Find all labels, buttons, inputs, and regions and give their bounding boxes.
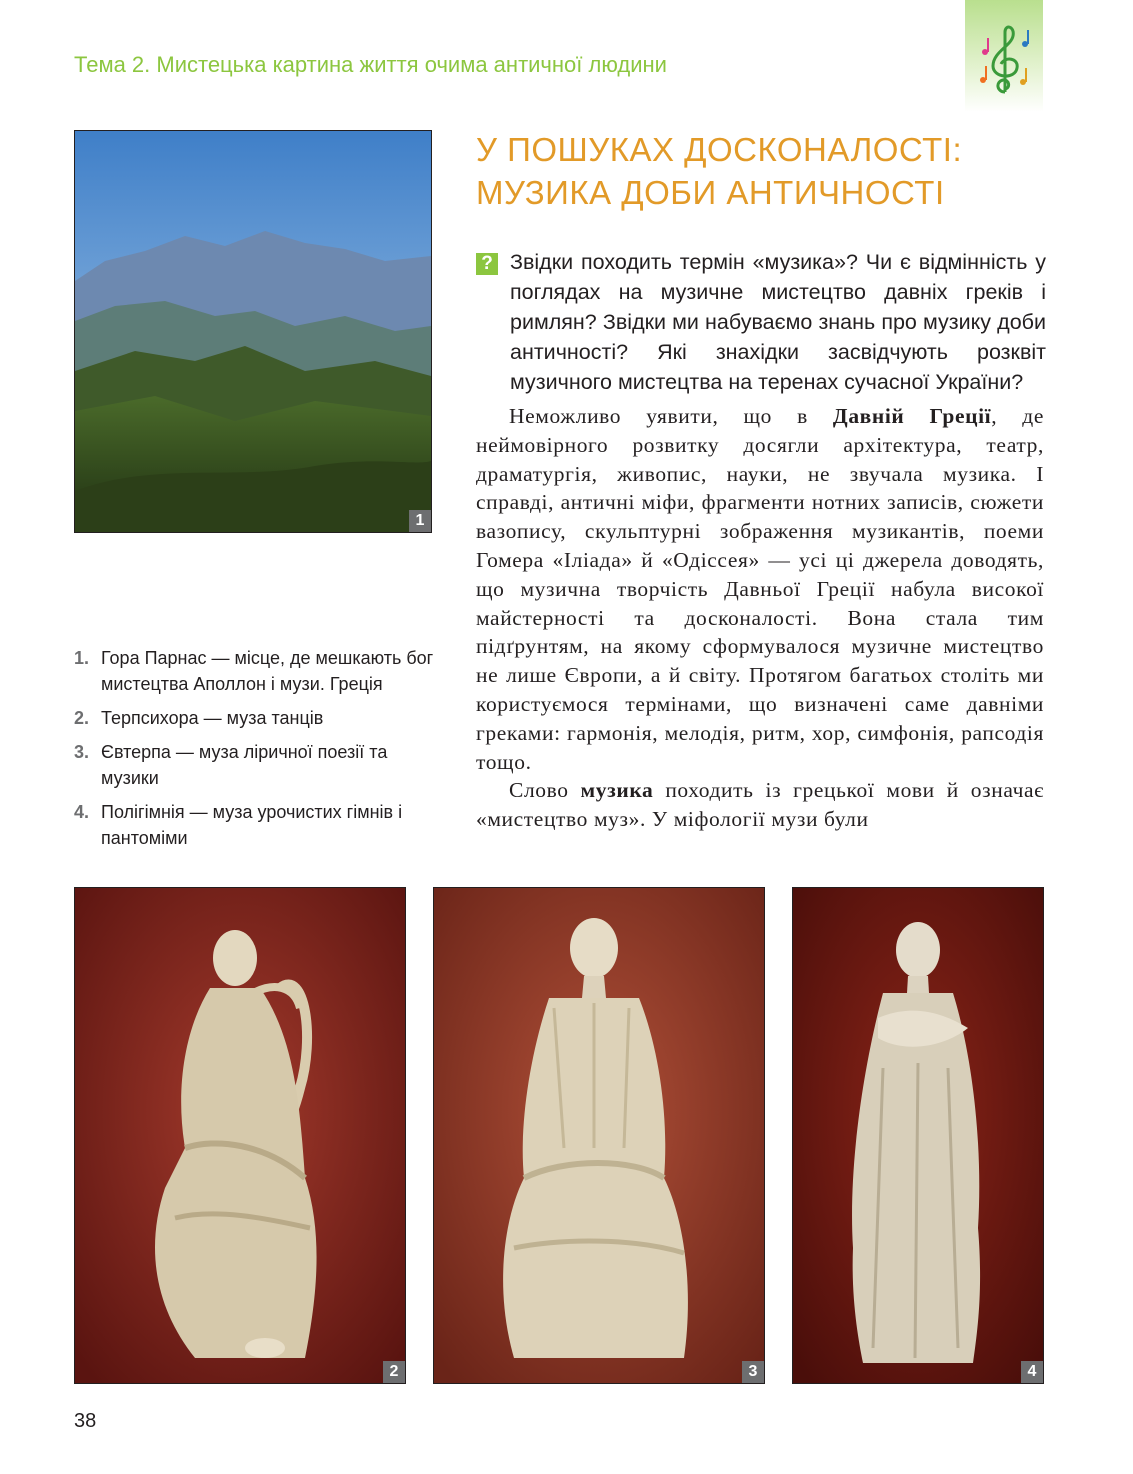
statue-seated-muse-photo	[434, 888, 764, 1383]
page-number: 38	[74, 1410, 97, 1432]
heading-line-2: МУЗИКА ДОБИ АНТИЧНОСТІ	[476, 174, 945, 211]
statue-standing-muse-photo	[793, 888, 1043, 1383]
body-text	[476, 402, 1044, 834]
figure-number-badge: 3	[742, 1361, 764, 1383]
caption-item	[74, 645, 444, 697]
text-span: Слово	[509, 778, 581, 803]
caption-text: Полігімнія — муза урочистих гімнів і пантоміми	[101, 802, 403, 848]
statue-muse-with-lyre-photo	[75, 888, 405, 1383]
photo-mount-parnassus	[74, 130, 432, 533]
music-logo	[965, 0, 1043, 112]
mountain-landscape-photo	[75, 131, 431, 532]
text-span: походить із грецької мови й означає «мистецтво муз». У міфології музи були	[476, 778, 1044, 832]
question-text: Звідки походить термін «музика»? Чи є відмінність у поглядах на музичне мистецтво давніх греків і римлян? Звідки ми набуваємо знань про музику доби античності? Які знахідки засвідчують розквіт музичного мистецтва на теренах сучасної України?	[510, 250, 1046, 394]
paragraph-2	[476, 776, 1044, 834]
question-icon: ?	[476, 253, 498, 275]
treble-clef-icon	[975, 22, 1035, 102]
caption-number: 2.	[74, 708, 90, 728]
photo-euterpe	[433, 887, 765, 1384]
caption-number: 1.	[74, 648, 90, 668]
figure-captions	[74, 645, 444, 859]
text-span: , де неймовірного розвитку досягли архітектура, театр, драматургія, живопис, науки, не звучала музика. І справді, античні міфи, фрагменти нотних записів, сюжети вазопису, скульптурні зображення музикантів, поеми Гомера «Іліада» й «Одіссея» — усі ці джерела доводять, що музична творчість Давньої Греції набула високої майстерності та досконалості. Вона стала тим підґрунтям, на якому сформувалося музичне мистецтво не лише Європи, а й світу. Протягом багатьох століть ми користуємося термінами, що визначені саме давніми греками: гармонія, мелодія, ритм, хор, симфонія, рапсодія тощо.	[476, 404, 1044, 774]
photo-terpsichore	[74, 887, 406, 1384]
caption-number: 3.	[74, 742, 90, 762]
section-heading	[476, 128, 1036, 214]
caption-text: Гора Парнас — місце, де мешкають бог мистецтва Аполлон і музи. Греція	[101, 648, 434, 694]
text-span: Неможливо уявити, що в	[509, 404, 833, 428]
caption-number: 4.	[74, 802, 90, 822]
caption-item	[74, 799, 444, 851]
chapter-title: Тема 2. Мистецька картина життя очима античної людини	[74, 52, 667, 77]
caption-item	[74, 739, 444, 791]
bold-term: Давній Греції	[832, 404, 992, 428]
figure-number-badge: 2	[383, 1361, 405, 1383]
figure-number-badge: 4	[1021, 1361, 1043, 1383]
photo-polyhymnia	[792, 887, 1044, 1384]
caption-item	[74, 705, 444, 731]
question-block	[476, 247, 1046, 397]
caption-text: Терпсихора — муза танців	[101, 708, 324, 728]
figure-number-badge: 1	[409, 510, 431, 532]
heading-line-1: У ПОШУКАХ ДОСКОНАЛОСТІ:	[476, 131, 963, 168]
paragraph-1	[476, 402, 1044, 776]
caption-text: Євтерпа — муза ліричної поезії та музики	[101, 742, 388, 788]
bold-term: музика	[580, 778, 654, 803]
